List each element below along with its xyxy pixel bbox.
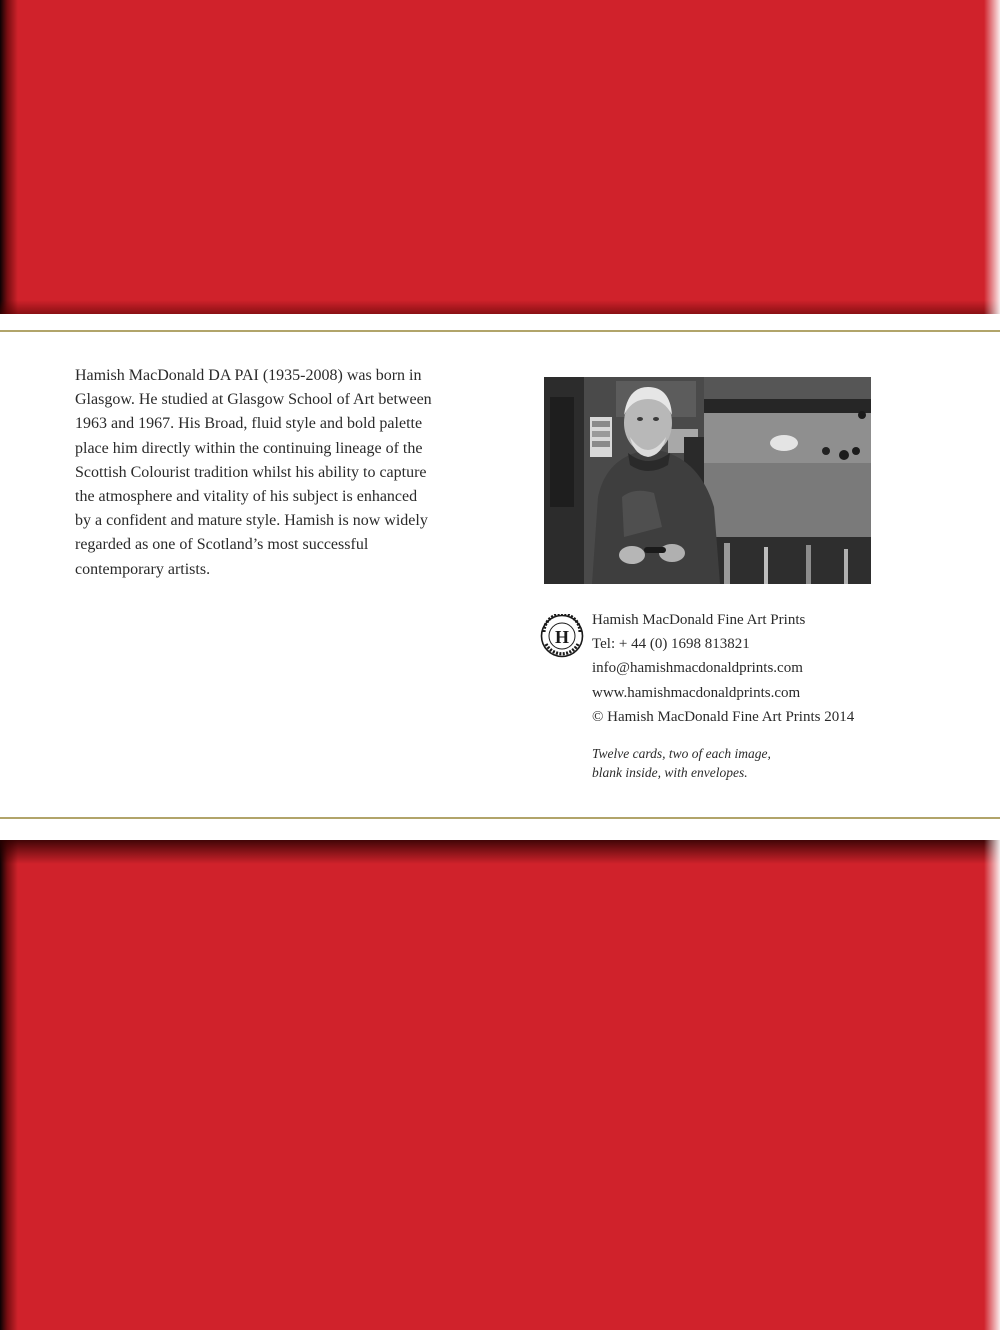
- svg-text:H: H: [554, 627, 570, 647]
- artist-photo: [544, 377, 871, 584]
- red-cover-top: [0, 0, 1000, 314]
- note-line-2: blank inside, with envelopes.: [592, 765, 748, 780]
- email-link[interactable]: info@hamishmacdonaldprints.com: [592, 660, 803, 677]
- pack-contents-note: [592, 744, 892, 782]
- red-cover-bottom: [0, 840, 1000, 1330]
- company-name: Hamish MacDonald Fine Art Prints: [592, 612, 806, 628]
- info-card: [0, 314, 1000, 840]
- note-line-1: Twelve cards, two of each image,: [592, 746, 771, 761]
- copyright-notice: © Hamish MacDonald Fine Art Prints 2014: [592, 708, 855, 725]
- artist-biography: Hamish MacDonald DA PAI (1935-2008) was born in Glasgow. He studied at Glasgow School of Art between 1963 and 1967. His Broad, fluid style and bold palette place him directly within the continuing lineage of the Scottish Colourist tradition whilst his ability to capture the atmosphere and vitality of his subject is enhanced by a confident and mature style. Hamish is now widely regarded as one of Scotland’s most successful contemporary artists.: [75, 367, 432, 578]
- macdonald-fine-art-logo: [540, 614, 584, 658]
- gold-rule-bottom: [0, 817, 1000, 819]
- panel-shadow: [0, 840, 1000, 864]
- panel-shadow: [0, 300, 1000, 314]
- website-link[interactable]: www.hamishmacdonaldprints.com: [592, 684, 801, 701]
- gold-rule-top: [0, 330, 1000, 332]
- contact-details: [592, 608, 972, 729]
- phone-number: Tel: + 44 (0) 1698 813821: [592, 636, 750, 653]
